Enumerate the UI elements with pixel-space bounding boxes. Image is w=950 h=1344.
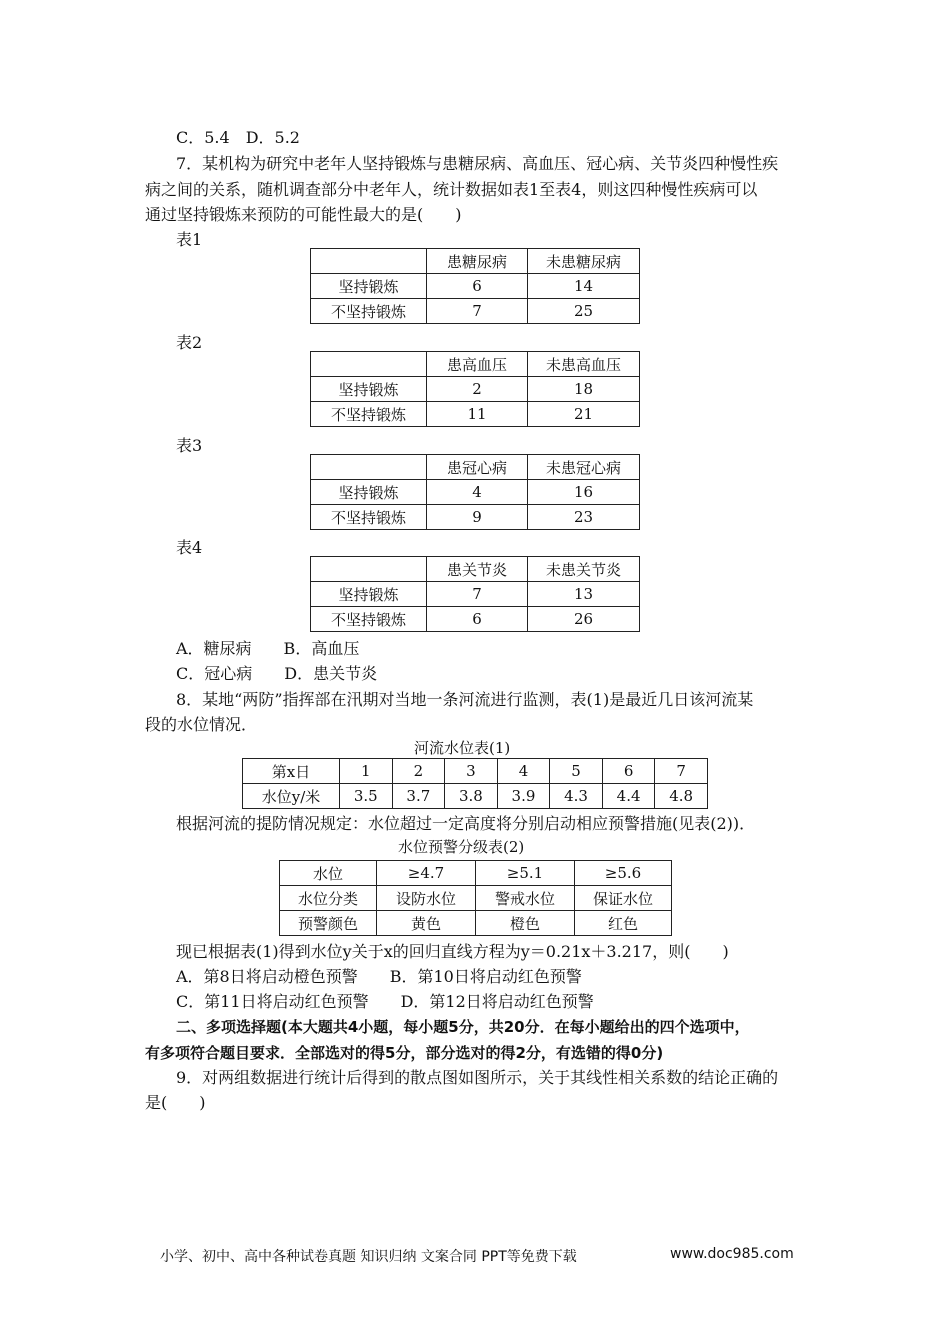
table-cell: ≥5.6	[575, 861, 672, 886]
table-cell: 未患糖尿病	[528, 249, 640, 274]
options-q7-ab: A．糖尿病 B．高血压	[176, 639, 360, 658]
table-cell: 3.8	[445, 784, 498, 809]
options-q8-cd: C．第11日将启动红色预警 D．第12日将启动红色预警	[176, 992, 594, 1011]
table-cell: 13	[528, 582, 640, 607]
table-cell: 3.5	[340, 784, 393, 809]
table-cell: ≥4.7	[377, 861, 476, 886]
table-row	[311, 402, 640, 427]
table-cell: 患糖尿病	[427, 249, 528, 274]
table-cell: 25	[528, 299, 640, 324]
river-table-caption: 河流水位表(1)	[414, 739, 511, 757]
option-line-cd-q6: C．5.4 D．5.2	[176, 128, 300, 147]
table-cell: 21	[528, 402, 640, 427]
table-cell: 警戒水位	[476, 886, 575, 911]
table-row	[311, 249, 640, 274]
table-cell: 6	[427, 274, 528, 299]
table-cell: 水位	[280, 861, 377, 886]
table-cell: 橙色	[476, 911, 575, 936]
table-cell: 7	[655, 759, 708, 784]
table-cell: 2	[427, 377, 528, 402]
table-cell: 保证水位	[575, 886, 672, 911]
table-1	[310, 248, 640, 324]
table-cell: 红色	[575, 911, 672, 936]
table-cell: ≥5.1	[476, 861, 575, 886]
table-row	[311, 505, 640, 530]
table-cell: 26	[528, 607, 640, 632]
footer-site[interactable]: www.doc985.com	[670, 1246, 794, 1262]
table-cell: 患冠心病	[427, 455, 528, 480]
table-cell: 未患冠心病	[528, 455, 640, 480]
table-cell: 设防水位	[377, 886, 476, 911]
table-row	[243, 784, 708, 809]
table-cell: 3.7	[392, 784, 445, 809]
table-cell: 3.9	[497, 784, 550, 809]
table-row	[311, 299, 640, 324]
question-8-line-4: 现已根据表(1)得到水位y关于x的回归直线方程为y＝0.21x＋3.217，则( )	[176, 942, 729, 961]
question-9-line-2: 是( )	[145, 1093, 206, 1112]
table-cell: 7	[427, 299, 528, 324]
table-row	[311, 455, 640, 480]
table-cell: 4.8	[655, 784, 708, 809]
question-8-line-1: 8．某地“两防”指挥部在汛期对当地一条河流进行监测，表(1)是最近几日该河流某	[176, 690, 754, 709]
section-2-heading-line-1: 二、多项选择题(本大题共4小题，每小题5分，共20分．在每小题给出的四个选项中，	[176, 1018, 750, 1036]
options-q8-ab: A．第8日将启动橙色预警 B．第10日将启动红色预警	[176, 967, 582, 986]
table-row	[311, 582, 640, 607]
table-cell	[311, 249, 427, 274]
table-cell: 不坚持锻炼	[311, 607, 427, 632]
table-cell: 2	[392, 759, 445, 784]
table-cell: 预警颜色	[280, 911, 377, 936]
table-cell: 坚持锻炼	[311, 582, 427, 607]
table-cell	[311, 455, 427, 480]
table-row	[311, 274, 640, 299]
table-row	[280, 911, 672, 936]
footer-text: 小学、初中、高中各种试卷真题 知识归纳 文案合同 PPT等免费下载	[160, 1249, 577, 1265]
table-1-label: 表1	[176, 230, 203, 249]
table-cell: 患高血压	[427, 352, 528, 377]
table-cell: 坚持锻炼	[311, 480, 427, 505]
table-cell: 不坚持锻炼	[311, 402, 427, 427]
table-cell: 黄色	[377, 911, 476, 936]
table-row	[280, 886, 672, 911]
table-cell: 1	[340, 759, 393, 784]
question-7-line-1: 7．某机构为研究中老年人坚持锻炼与患糖尿病、高血压、冠心病、关节炎四种慢性疾	[176, 154, 779, 173]
table-row	[311, 480, 640, 505]
table-row	[311, 377, 640, 402]
table-cell: 6	[427, 607, 528, 632]
table-cell: 16	[528, 480, 640, 505]
table-3	[310, 454, 640, 530]
table-cell: 不坚持锻炼	[311, 299, 427, 324]
table-cell: 4	[497, 759, 550, 784]
table-cell: 9	[427, 505, 528, 530]
table-3-label: 表3	[176, 436, 203, 455]
table-cell: 4.3	[550, 784, 603, 809]
warning-table-caption: 水位预警分级表(2)	[398, 838, 525, 856]
table-cell: 未患高血压	[528, 352, 640, 377]
table-cell: 7	[427, 582, 528, 607]
table-row	[311, 557, 640, 582]
question-7-line-2: 病之间的关系，随机调查部分中老年人，统计数据如表1至表4，则这四种慢性疾病可以	[145, 180, 758, 199]
question-8-line-2: 段的水位情况．	[145, 715, 258, 734]
table-cell: 6	[602, 759, 655, 784]
section-2-heading-line-2: 有多项符合题目要求．全部选对的得5分，部分选对的得2分，有选错的得0分)	[145, 1044, 664, 1062]
river-level-table	[242, 758, 708, 809]
table-cell: 4.4	[602, 784, 655, 809]
table-cell: 坚持锻炼	[311, 377, 427, 402]
table-4-label: 表4	[176, 538, 203, 557]
question-7-line-3: 通过坚持锻炼来预防的可能性最大的是( )	[145, 205, 462, 224]
question-9-line-1: 9．对两组数据进行统计后得到的散点图如图所示，关于其线性相关系数的结论正确的	[176, 1068, 779, 1087]
options-q7-cd: C．冠心病 D．患关节炎	[176, 664, 378, 683]
table-4	[310, 556, 640, 632]
table-row	[280, 861, 672, 886]
table-cell: 11	[427, 402, 528, 427]
table-row	[311, 352, 640, 377]
table-cell	[311, 352, 427, 377]
warning-grade-table	[279, 860, 672, 936]
table-cell: 不坚持锻炼	[311, 505, 427, 530]
table-cell: 坚持锻炼	[311, 274, 427, 299]
table-cell: 18	[528, 377, 640, 402]
table-cell: 5	[550, 759, 603, 784]
question-8-line-3: 根据河流的提防情况规定：水位超过一定高度将分别启动相应预警措施(见表(2))．	[176, 814, 756, 833]
table-cell: 23	[528, 505, 640, 530]
table-row	[243, 759, 708, 784]
table-cell: 4	[427, 480, 528, 505]
table-cell	[311, 557, 427, 582]
table-cell: 14	[528, 274, 640, 299]
table-cell: 3	[445, 759, 498, 784]
table-cell: 水位y/米	[243, 784, 340, 809]
table-cell: 未患关节炎	[528, 557, 640, 582]
table-cell: 水位分类	[280, 886, 377, 911]
table-cell: 第x日	[243, 759, 340, 784]
table-cell: 患关节炎	[427, 557, 528, 582]
table-2	[310, 351, 640, 427]
table-row	[311, 607, 640, 632]
table-2-label: 表2	[176, 333, 203, 352]
